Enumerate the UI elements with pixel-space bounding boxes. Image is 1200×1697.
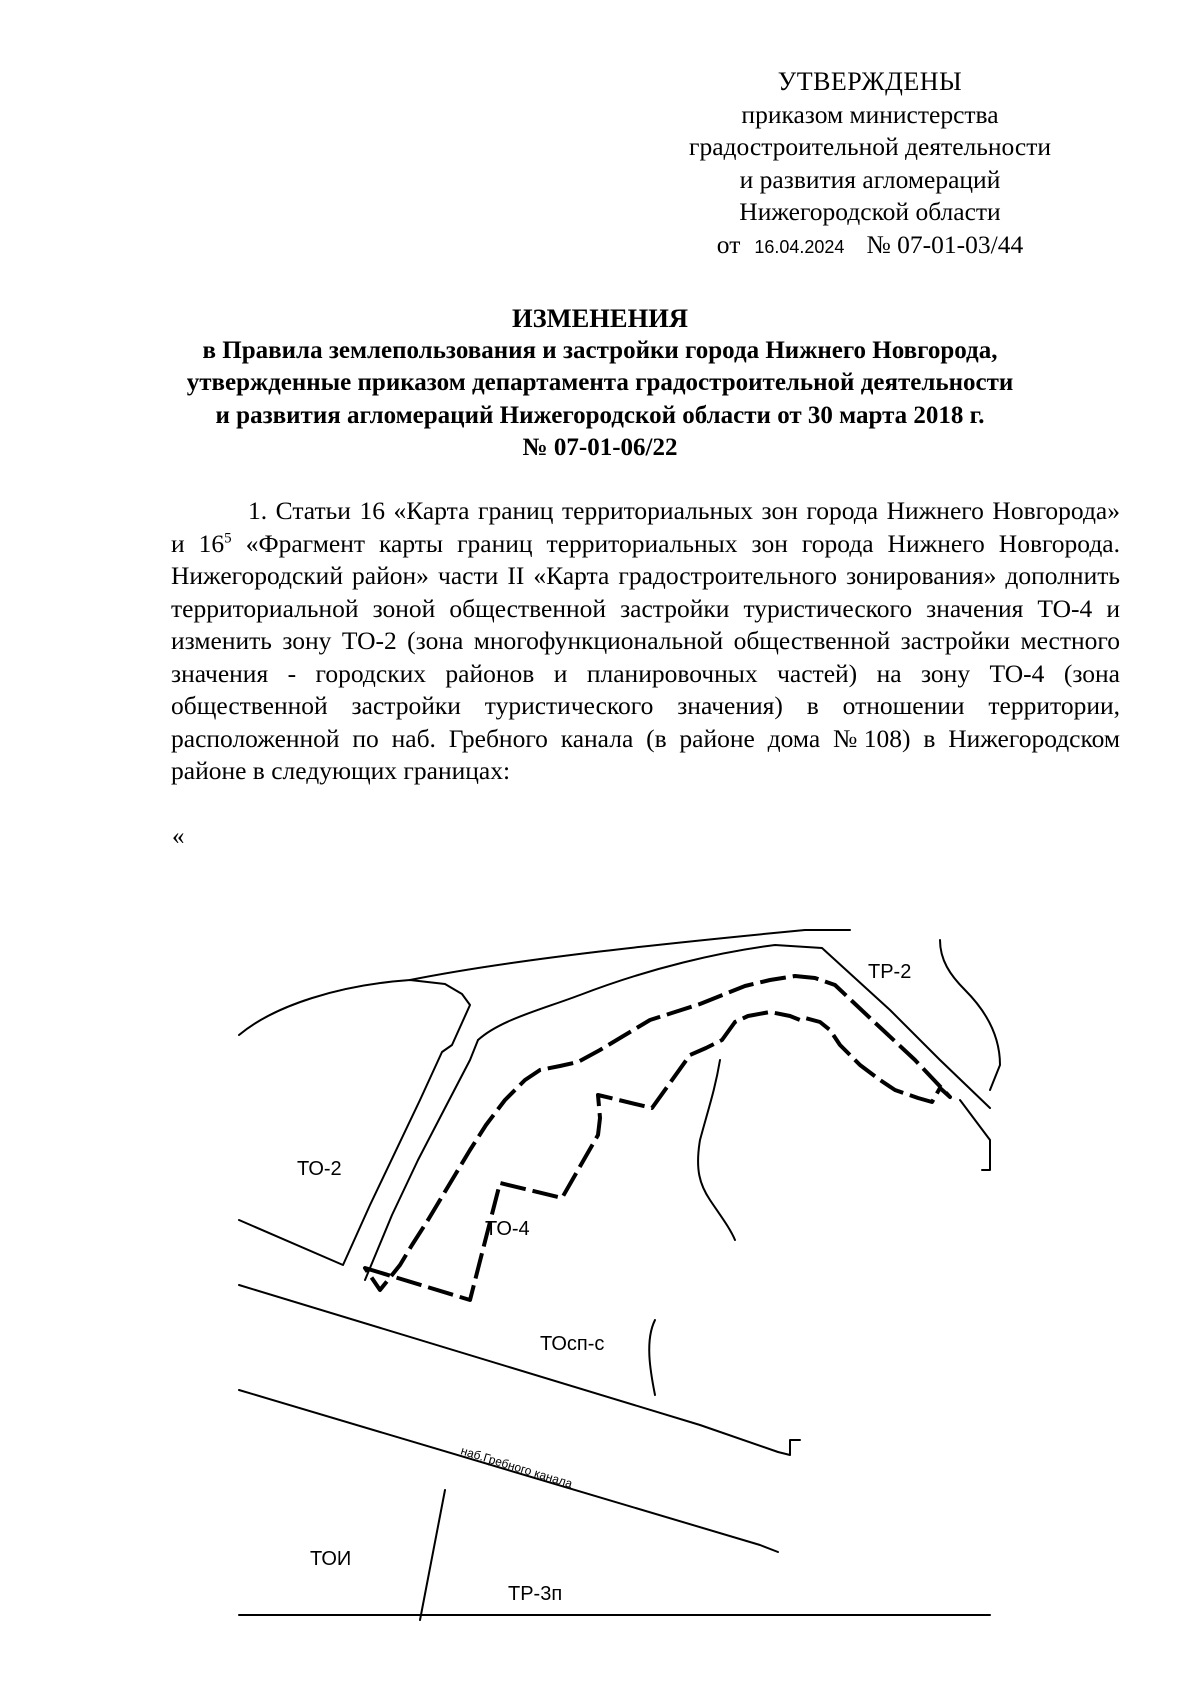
zone-label-toi: ТОИ	[310, 1548, 352, 1570]
map-street-line-upper	[239, 1285, 800, 1455]
approval-heading: УТВЕРЖДЕНЫ	[777, 67, 963, 96]
title-line-3: утвержденные приказом департамента градостроительной деятельности	[186, 369, 1014, 396]
map-inner-creek	[698, 1060, 735, 1240]
paragraph-superscript: 5	[224, 530, 232, 546]
zone-label-tr3p: ТР-3п	[508, 1583, 563, 1605]
map-boundary-to4	[365, 976, 950, 1300]
zone-label-tr2: ТР-2	[868, 961, 912, 983]
map-street-line-divider	[420, 1490, 445, 1620]
title-line-2: в Правила землепользования и застройки города Нижнего Новгорода,	[202, 336, 998, 364]
paragraph-part-2: «Фрагмент карты границ территориальных зон города Нижнего Новгорода. Нижегородский район» части II «Карта градостроительного зонирования» дополнить территориальной зоной общественной застройки туристического значения ТО-4 и изменить зону ТО-2 (зона многофункциональной общественной застройки местного значения - городских районов и планировочных частей) на зону ТО-4 (зона общественной застройки туристического значения) в отношении территории, расположенной по наб. Гребного канала (в районе дома №108) в Нижегородском районе в следующих границах:	[171, 528, 1120, 785]
order-date: 16.04.2024	[754, 236, 845, 257]
paragraph-part-1: 1. Статьи 16 «Карта границ территориальных зон города Нижнего Новгорода» и 16	[171, 496, 1120, 558]
zone-label-to2: ТО-2	[297, 1158, 342, 1180]
zone-label-tosps: ТОсп-с	[540, 1333, 605, 1355]
map-boundary-to2	[239, 980, 470, 1265]
approval-line-3: и развития агломераций	[739, 164, 1001, 194]
map-boundary-inner-left	[365, 1040, 478, 1280]
zone-label-to4: ТО-4	[485, 1218, 530, 1240]
title-line-1: ИЗМЕНЕНИЯ	[512, 303, 688, 333]
map-inner-creek-2	[649, 1320, 655, 1395]
street-label: наб.Гребного канала	[459, 1443, 575, 1491]
order-number: № 07-01-03/44	[866, 229, 1024, 259]
approval-line-4: Нижегородской области	[739, 197, 1001, 226]
approval-line-2: градостроительной деятельности	[688, 132, 1052, 161]
map-boundary-top	[410, 930, 850, 980]
title-line-4: и развития агломераций Нижегородской области от 30 марта 2018 г.	[215, 401, 985, 429]
order-date-prefix: от	[716, 229, 741, 259]
approval-line-1: приказом министерства	[741, 99, 999, 129]
opening-quote: «	[172, 823, 185, 850]
title-line-5: № 07-01-06/22	[522, 434, 678, 461]
map-boundary-right-end	[960, 1100, 990, 1170]
